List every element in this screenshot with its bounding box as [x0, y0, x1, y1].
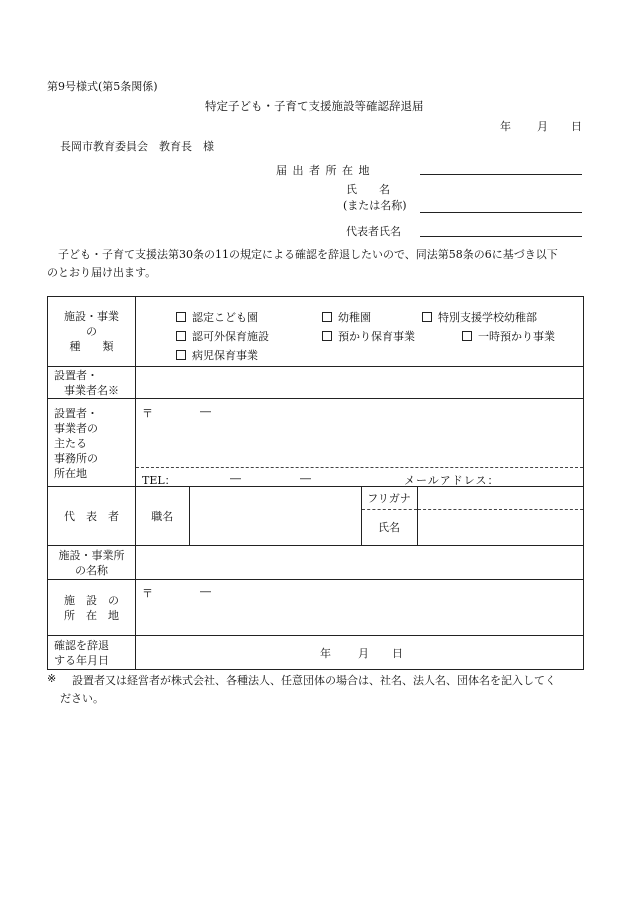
withdrawal-day-label: 日	[392, 647, 403, 660]
footnote-line-2: ださい。	[60, 692, 104, 705]
withdrawal-date-field[interactable]	[136, 636, 584, 670]
option-azukari-hoiku[interactable]: 預かり保育事業	[322, 328, 415, 344]
withdrawal-form-table	[47, 296, 584, 670]
email-label: メールアドレス：	[404, 474, 500, 487]
checkbox-icon[interactable]	[176, 312, 186, 322]
postal-dash: ―	[200, 405, 211, 418]
row-facility-type	[48, 297, 584, 367]
rep-name-field[interactable]	[417, 510, 583, 546]
intro-line-1: 子ども・子育て支援法第30条の11の規定による確認を辞退したいので、同法第58条の6に基づき以下	[58, 248, 558, 261]
date-month-label: 月	[537, 120, 548, 133]
rep-title-field[interactable]	[189, 487, 361, 545]
checkbox-icon[interactable]	[322, 312, 332, 322]
facility-name-field[interactable]	[136, 546, 584, 580]
founder-address-label: 設置者・ 事業者の 主たる 事務所の 所在地	[48, 399, 136, 487]
applicant-name-sub-label: (または名称)	[343, 199, 407, 212]
option-ninkagai-hoiku[interactable]: 認可外保育施設	[176, 328, 269, 344]
representative-label: 代 表 者	[48, 487, 136, 546]
founder-address-field[interactable]	[136, 399, 584, 487]
tel-dash-1: ―	[230, 472, 241, 485]
postal-mark-icon: 〒	[142, 407, 153, 420]
withdrawal-year-label: 年	[320, 647, 331, 660]
facility-address-label: 施 設 の 所 在 地	[48, 580, 136, 636]
option-tokubetsu-shien[interactable]: 特別支援学校幼稚部	[422, 309, 537, 325]
tel-dash-2: ―	[300, 472, 311, 485]
applicant-rep-label: 代表者氏名	[346, 225, 401, 238]
rep-furigana-label: フリガナ	[361, 487, 417, 510]
applicant-rep-field[interactable]	[420, 236, 582, 237]
checkbox-icon[interactable]	[322, 331, 332, 341]
date-year-label: 年	[500, 120, 511, 133]
checkbox-icon[interactable]	[462, 331, 472, 341]
option-nintei-kodomoen[interactable]: 認定こども園	[176, 309, 258, 325]
applicant-address-label: 届 出 者 所 在 地	[276, 164, 371, 177]
withdrawal-date-label: 確認を辞退 する年月日	[48, 636, 136, 670]
option-byoji-hoiku[interactable]: 病児保育事業	[176, 347, 258, 363]
rep-title-label: 職名	[136, 487, 189, 545]
withdrawal-month-label: 月	[358, 647, 369, 660]
row-facility-address	[48, 580, 584, 636]
form-title: 特定子ども・子育て支援施設等確認辞退届	[205, 99, 424, 113]
footnote-mark: ※	[47, 672, 57, 685]
tel-label: TEL：	[142, 474, 176, 487]
facility-type-label: 施設・事業 の 種 類	[48, 297, 136, 367]
representative-cell	[136, 487, 584, 546]
checkbox-icon[interactable]	[176, 350, 186, 360]
founder-name-label: 設置者・ 事業者名※	[48, 367, 136, 399]
applicant-name-label: 氏 名	[346, 183, 390, 196]
addressee: 長岡市教育委員会 教育長 様	[60, 140, 214, 153]
facility-type-options	[136, 297, 584, 367]
option-yochien[interactable]: 幼稚園	[322, 309, 371, 325]
postal-dash: ―	[200, 585, 211, 598]
row-facility-name	[48, 546, 584, 580]
applicant-address-field[interactable]	[420, 174, 582, 175]
facility-name-label: 施設・事業所 の名称	[48, 546, 136, 580]
postal-mark-icon: 〒	[142, 587, 153, 600]
founder-name-field[interactable]	[136, 367, 584, 399]
row-founder-address	[48, 399, 584, 487]
row-representative	[48, 487, 584, 546]
applicant-name-field[interactable]	[420, 212, 582, 213]
address-tel-divider	[136, 467, 583, 468]
footnote-line-1: 設置者又は経営者が株式会社、各種法人、任意団体の場合は、社名、法人名、団体名を記入してく	[72, 674, 556, 687]
option-ichiji-azukari[interactable]: 一時預かり事業	[462, 328, 555, 344]
checkbox-icon[interactable]	[176, 331, 186, 341]
intro-line-2: のとおり届け出ます。	[47, 266, 157, 279]
rep-name-label: 氏名	[361, 510, 417, 546]
form-number: 第9号様式(第5条関係)	[47, 80, 158, 93]
facility-address-field[interactable]	[136, 580, 584, 636]
date-day-label: 日	[571, 120, 582, 133]
rep-furigana-field[interactable]	[417, 487, 583, 510]
row-withdrawal-date	[48, 636, 584, 670]
row-founder-name	[48, 367, 584, 399]
checkbox-icon[interactable]	[422, 312, 432, 322]
